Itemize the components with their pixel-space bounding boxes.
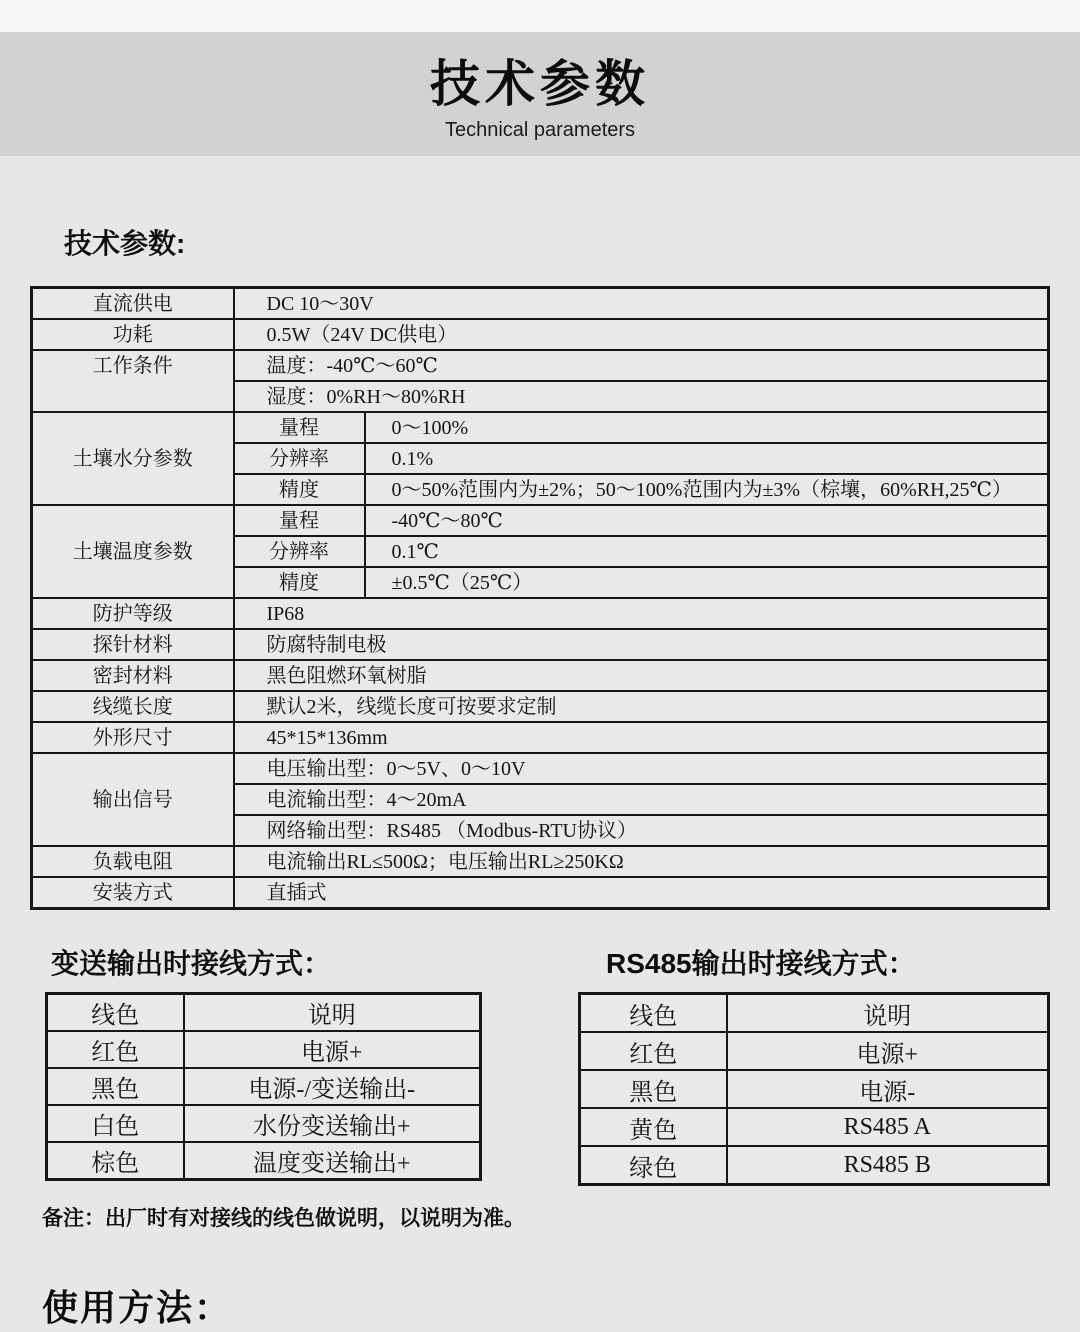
- wire-desc: 电源+: [184, 1031, 481, 1068]
- section-title-spec: 技术参数:: [64, 228, 186, 259]
- spec-label: 土壤温度参数: [32, 505, 234, 598]
- page-subtitle: Technical parameters: [444, 119, 636, 141]
- spec-value: 直插式: [234, 877, 1049, 909]
- spec-value: 0～100%: [365, 412, 1049, 443]
- wire-color: 绿色: [580, 1146, 727, 1185]
- spec-value: IP68: [234, 598, 1049, 629]
- wire-desc: 电源-/变送输出-: [184, 1068, 481, 1105]
- wiring-table-rs485: [578, 992, 1050, 1186]
- spec-value: 0.5W（24V DC供电）: [234, 319, 1049, 350]
- wiring-title-transmitter: 变送输出时接线方式：: [51, 948, 332, 979]
- wiring-section: [30, 942, 1050, 1186]
- spec-sublabel: 精度: [234, 474, 365, 505]
- wire-color: 黑色: [47, 1068, 184, 1105]
- spec-value: 温度：-40℃～60℃: [234, 350, 1049, 381]
- spec-value: 默认2米，线缆长度可按要求定制: [234, 691, 1049, 722]
- wiring-table-transmitter: [45, 992, 482, 1181]
- spec-value: -40℃～80℃: [365, 505, 1049, 536]
- wire-desc: 电源+: [727, 1032, 1049, 1070]
- table-row: [47, 994, 481, 1032]
- table-row: [32, 722, 1049, 753]
- wire-desc: 温度变送输出+: [184, 1142, 481, 1180]
- spec-sublabel: 分辨率: [234, 536, 365, 567]
- table-row: [47, 1031, 481, 1068]
- table-row: [32, 598, 1049, 629]
- spec-value: 0～50%范围内为±2%；50～100%范围内为±3%（棕壤，60%RH,25℃）: [365, 474, 1049, 505]
- table-row: [32, 412, 1049, 443]
- spec-label: 线缆长度: [32, 691, 234, 722]
- spec-label: 土壤水分参数: [32, 412, 234, 505]
- wiring-title-rs485: RS485输出时接线方式：: [606, 948, 916, 979]
- wire-col-header: 说明: [727, 994, 1049, 1033]
- page-header: [0, 32, 1080, 156]
- table-row: [32, 877, 1049, 909]
- table-row: [32, 660, 1049, 691]
- wire-desc: 电源-: [727, 1070, 1049, 1108]
- table-row: [47, 1142, 481, 1180]
- spec-value: 0.1℃: [365, 536, 1049, 567]
- spec-label: 直流供电: [32, 288, 234, 320]
- spec-value: 0.1%: [365, 443, 1049, 474]
- spec-sublabel: 量程: [234, 505, 365, 536]
- spec-value: 电压输出型：0～5V、0～10V: [234, 753, 1049, 784]
- table-row: [32, 846, 1049, 877]
- table-row: [32, 505, 1049, 536]
- spec-label: 密封材料: [32, 660, 234, 691]
- spec-label: 防护等级: [32, 598, 234, 629]
- spec-value: 45*15*136mm: [234, 722, 1049, 753]
- page-title: 技术参数: [430, 56, 650, 112]
- table-row: [580, 1070, 1049, 1108]
- spec-value: 网络输出型：RS485 （Modbus-RTU协议）: [234, 815, 1049, 846]
- spec-value: ±0.5℃（25℃）: [365, 567, 1049, 598]
- table-row: [32, 691, 1049, 722]
- spec-label: 功耗: [32, 319, 234, 350]
- wiring-block-rs485: [578, 942, 1050, 1186]
- spec-value: 湿度：0%RH～80%RH: [234, 381, 1049, 412]
- table-row: [580, 1108, 1049, 1146]
- table-row: [32, 629, 1049, 660]
- wire-color: 红色: [47, 1031, 184, 1068]
- spec-label: 外形尺寸: [32, 722, 234, 753]
- table-row: [580, 1146, 1049, 1185]
- wiring-block-transmitter: [45, 942, 482, 1181]
- section-title-usage: 使用方法：: [42, 1287, 233, 1328]
- table-row: [32, 319, 1049, 350]
- wiring-note: 备注：出厂时有对接线的线色做说明，以说明为准。: [42, 1207, 525, 1230]
- top-strip: [0, 0, 1080, 32]
- table-row: [47, 1105, 481, 1142]
- table-row: [32, 288, 1049, 320]
- wire-color: 黄色: [580, 1108, 727, 1146]
- content: [0, 222, 1080, 1331]
- spec-label: 输出信号: [32, 753, 234, 846]
- spec-label: 负载电阻: [32, 846, 234, 877]
- wire-col-header: 线色: [47, 994, 184, 1032]
- spec-table: [30, 286, 1050, 910]
- wire-color: 黑色: [580, 1070, 727, 1108]
- table-row: [580, 994, 1049, 1033]
- spec-value: 防腐特制电极: [234, 629, 1049, 660]
- wire-desc: RS485 B: [727, 1146, 1049, 1185]
- wire-col-header: 线色: [580, 994, 727, 1033]
- wire-color: 红色: [580, 1032, 727, 1070]
- spec-value: 电流输出RL≤500Ω；电压输出RL≥250KΩ: [234, 846, 1049, 877]
- wire-desc: 水份变送输出+: [184, 1105, 481, 1142]
- wire-color: 白色: [47, 1105, 184, 1142]
- table-row: [580, 1032, 1049, 1070]
- spec-sublabel: 量程: [234, 412, 365, 443]
- spec-label: 安装方式: [32, 877, 234, 909]
- wire-color: 棕色: [47, 1142, 184, 1180]
- table-row: [32, 350, 1049, 381]
- spec-sublabel: 分辨率: [234, 443, 365, 474]
- spec-value: 电流输出型：4～20mA: [234, 784, 1049, 815]
- table-row: [47, 1068, 481, 1105]
- spec-value: 黑色阻燃环氧树脂: [234, 660, 1049, 691]
- spec-sublabel: 精度: [234, 567, 365, 598]
- table-row: [32, 753, 1049, 784]
- wire-col-header: 说明: [184, 994, 481, 1032]
- spec-value: DC 10～30V: [234, 288, 1049, 320]
- spec-label: 探针材料: [32, 629, 234, 660]
- spec-label: 工作条件: [32, 350, 234, 412]
- wire-desc: RS485 A: [727, 1108, 1049, 1146]
